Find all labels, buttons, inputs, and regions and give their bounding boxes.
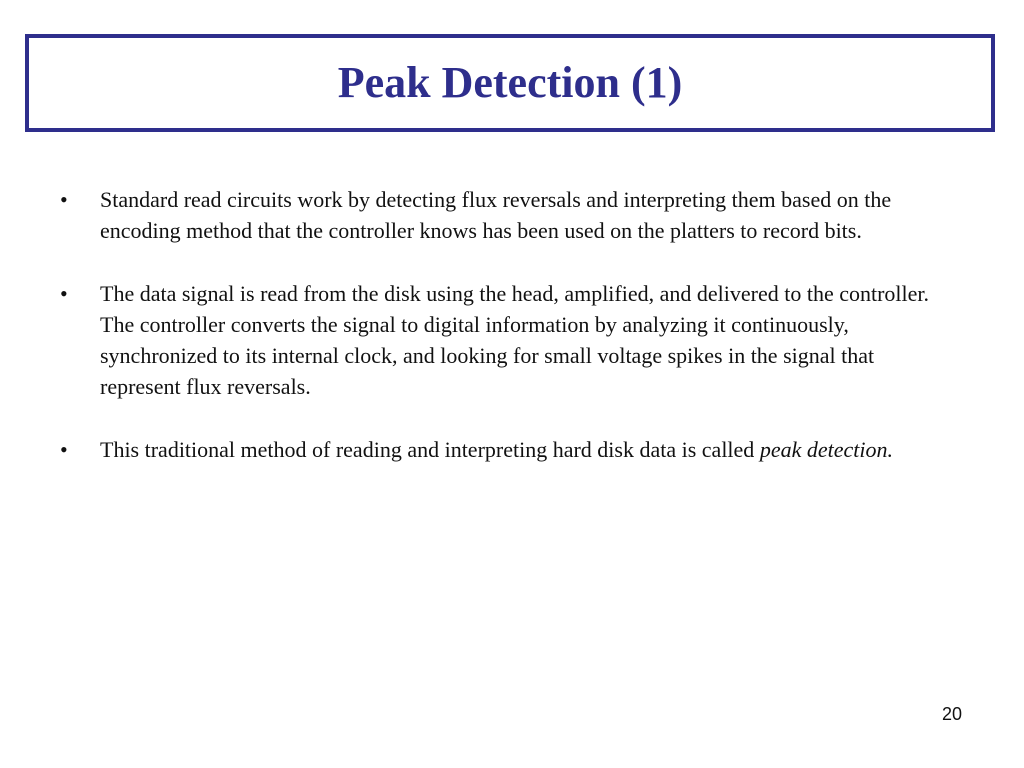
slide-title: Peak Detection (1) <box>337 58 683 107</box>
title-box <box>25 34 995 132</box>
bullet-icon: • <box>60 281 68 306</box>
bullet-item-1 <box>60 184 960 246</box>
bullet-list <box>60 184 960 497</box>
page-number: 20 <box>941 704 962 724</box>
bullet-icon: • <box>60 437 68 462</box>
bullet-item-3 <box>60 434 960 465</box>
bullet-icon: • <box>60 187 68 212</box>
bullet-text: This traditional method of reading and interpreting hard disk data is called <box>100 437 760 462</box>
bullet-item-2 <box>60 278 960 402</box>
bullet-text: The data signal is read from the disk using the head, amplified, and delivered to the controller. The controller converts the signal to digital information by analyzing it continuously, synchronized to its internal clock, and looking for small voltage spikes in the signal that represent flux reversals. <box>100 281 930 399</box>
bullet-emphasis: peak detection. <box>759 437 893 462</box>
bullet-text: Standard read circuits work by detecting flux reversals and interpreting them based on the encoding method that the controller knows has been used on the platters to record bits. <box>100 187 892 243</box>
